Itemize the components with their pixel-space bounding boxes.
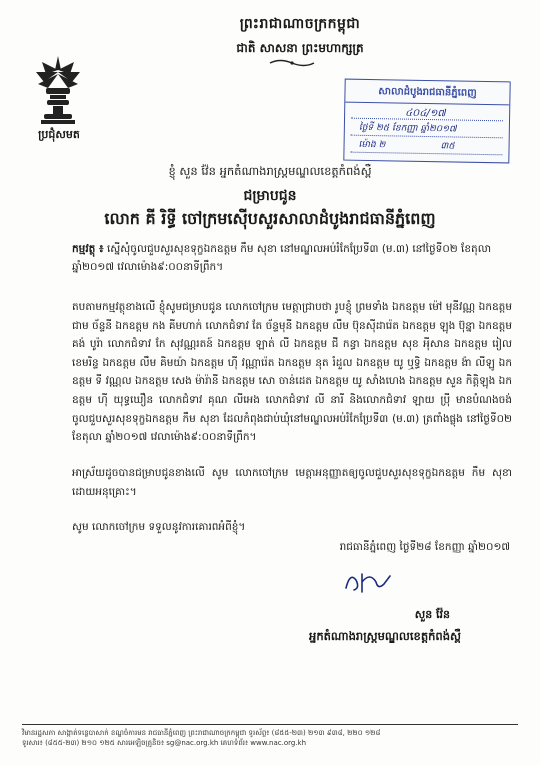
handwritten-signature	[340, 566, 400, 596]
stamp-time: ម៉ោង ២	[358, 139, 386, 151]
subject-label: កម្មវត្ថុ ៖	[72, 243, 104, 255]
salutation-label: ជម្រាបជូន	[243, 188, 297, 204]
stamp-title: សាលាដំបូងរាជធានីភ្នំពេញ	[345, 80, 509, 106]
logo-caption: ប្រជុំសមត	[38, 128, 80, 141]
signer-title: អ្នកតំណាងរាស្រ្តមណ្ឌលខេត្តកំពង់ស្ពឺ	[309, 629, 461, 643]
subject-text: ស្នើសុំចូលជួបសួរសុខទុក្ខឯកឧត្តម កឹម សុខា នៅមណ្ឌលអប់រំកែប្រែទី៣ (ម.៣) នៅថ្ងៃទី០២ ខែតុលា ឆ្នាំ២០១៧ វេលាម៉ោង៩:០០នាទីព្រឹក។	[72, 243, 492, 273]
stamp-body	[344, 103, 509, 162]
body-paragraph-2: អាស្រ័យដូចបានជម្រាបជូនខាងលើ សូម លោកចៅក្រម មេត្តាអនុញ្ញាតឲ្យចូលជួបសួរសុខទុក្ខឯកឧត្តម កឹម សុខា ដោយអនុគ្រោះ។	[72, 467, 512, 498]
subject-block	[72, 240, 512, 276]
footer-divider	[22, 724, 518, 725]
stamp-minutes: ៣៥	[440, 141, 455, 152]
footer-address: វិមានរដ្ឋសភា សាង្កាត់ទន្លេបាសាក់ ខណ្ឌចំការមន រាជធានីភ្នំពេញ ព្រះរាជាណាចក្រកម្ពុជា ទូរស័ព្ទ៖ (៨៥៥-២៣) ២១៣ ៩៣៨, ២២០ ១២៨	[22, 729, 381, 737]
stamp-date: ថ្ងៃទី ២៥ ខែកញ្ញា ឆ្នាំ២០១៧	[358, 122, 457, 135]
signer-name: សួន វ៉ែន	[414, 608, 450, 621]
body-paragraph-1: តបតាមកម្មវត្ថុខាងលើ ខ្ញុំសូមជម្រាបជូន លោកចៅក្រម មេត្តាជ្រាបថា រូបខ្ញុំ ព្រមទាំង ឯកឧត្តម ម៉ៅ មុនីវណ្ណ ឯកឧត្តម ជាម ច័ន្ទនី ឯកឧត្តម កង គីមហាក់ លោកជំទាវ តែ ច័ន្ទមុនី ឯកឧត្តម លឹម ប៊ុនស៊ីដារ៉េត ឯកឧត្តម ឡុង ប៊ុន្នា ឯកឧត្តម គង់ បូរ៉ា លោកជំទាវ កែ សុវណ្ណរតន៍ ឯកឧត្តម ឡាត់ លី ឯកឧត្តម ជី កន្ធា ឯកឧត្តម សុខ អុីសាន ឯកឧត្តម រៀល ខេមរិន្ទ ឯកឧត្តម លឹម គិមយ៉ា ឯកឧត្តម ហ៊ី វណ្ណារ៉េត ឯកឧត្តម នុត រំដួល ឯកឧត្តម យូ ឬទ្ធិ ឯកឧត្តម ង៉ា លីឡូ ឯកឧត្តម ទី វណ្ណល ឯកឧត្តម សេង ម៉ារ៉ានី ឯកឧត្តម សោ ចាន់ដេត ឯកឧត្តម យូ សាំងហេង ឯកឧត្តម សួន កិត្តិឡុង ឯកឧត្តម ហ៊ី យុទ្ធឃឿន លោកជំទាវ គុណ លីអេង លោកជំទាវ លី នារី និងលោកជំទាវ ឡាយ ប្រុី មានបំណងចង់ចូលជួបសួរសុខទុក្ខឯកឧត្តម កឹម សុខា ដែលកំពុងជាប់ឃុំនៅមណ្ឌលអប់រំកែប្រែទី៣ (ម.៣) ត្រពាំងផ្លុង នៅថ្ងៃទី០២ ខែតុលា ឆ្នាំ២០១៧ វេលាម៉ោង៩:០០នាទីព្រឹក។	[72, 301, 512, 444]
stamp-number: ៤០៤/១៧	[405, 107, 446, 120]
addressee: លោក គី រិទ្ធី ចៅក្រមស៊ើបសួរសាលាដំបូងរាជធានីភ្នំពេញ	[104, 209, 436, 228]
court-received-stamp	[343, 79, 510, 164]
footer	[22, 728, 518, 748]
letter-date: រាជធានីភ្នំពេញ ថ្ងៃទី២៨ ខែកញ្ញា ឆ្នាំ២០១៧	[339, 541, 510, 553]
kingdom-title: ព្រះរាជាណាចក្រកម្ពុជា	[239, 16, 361, 32]
closing-paragraph: សូម លោកចៅក្រម ទទួលនូវការគោរពអំពីខ្ញុំ។	[72, 521, 246, 533]
tacteng-ornament-icon	[268, 58, 316, 68]
national-motto: ជាតិ សាសនា ព្រះមហាក្សត្រ	[236, 41, 364, 55]
footer-contact: ទូរសារ៖ (៨៥៥-២៣) ២១០ ១២៥ សារអេឡិចត្រូនិច៖ sg@nac.org.kh គេហទំព័រ៖ www.nac.org.kh	[22, 739, 307, 747]
author-line: ខ្ញុំ សួន វ៉ែន អ្នកតំណាងរាស្រ្តមណ្ឌលខេត្តកំពង់ស្ពឺ	[168, 164, 372, 178]
